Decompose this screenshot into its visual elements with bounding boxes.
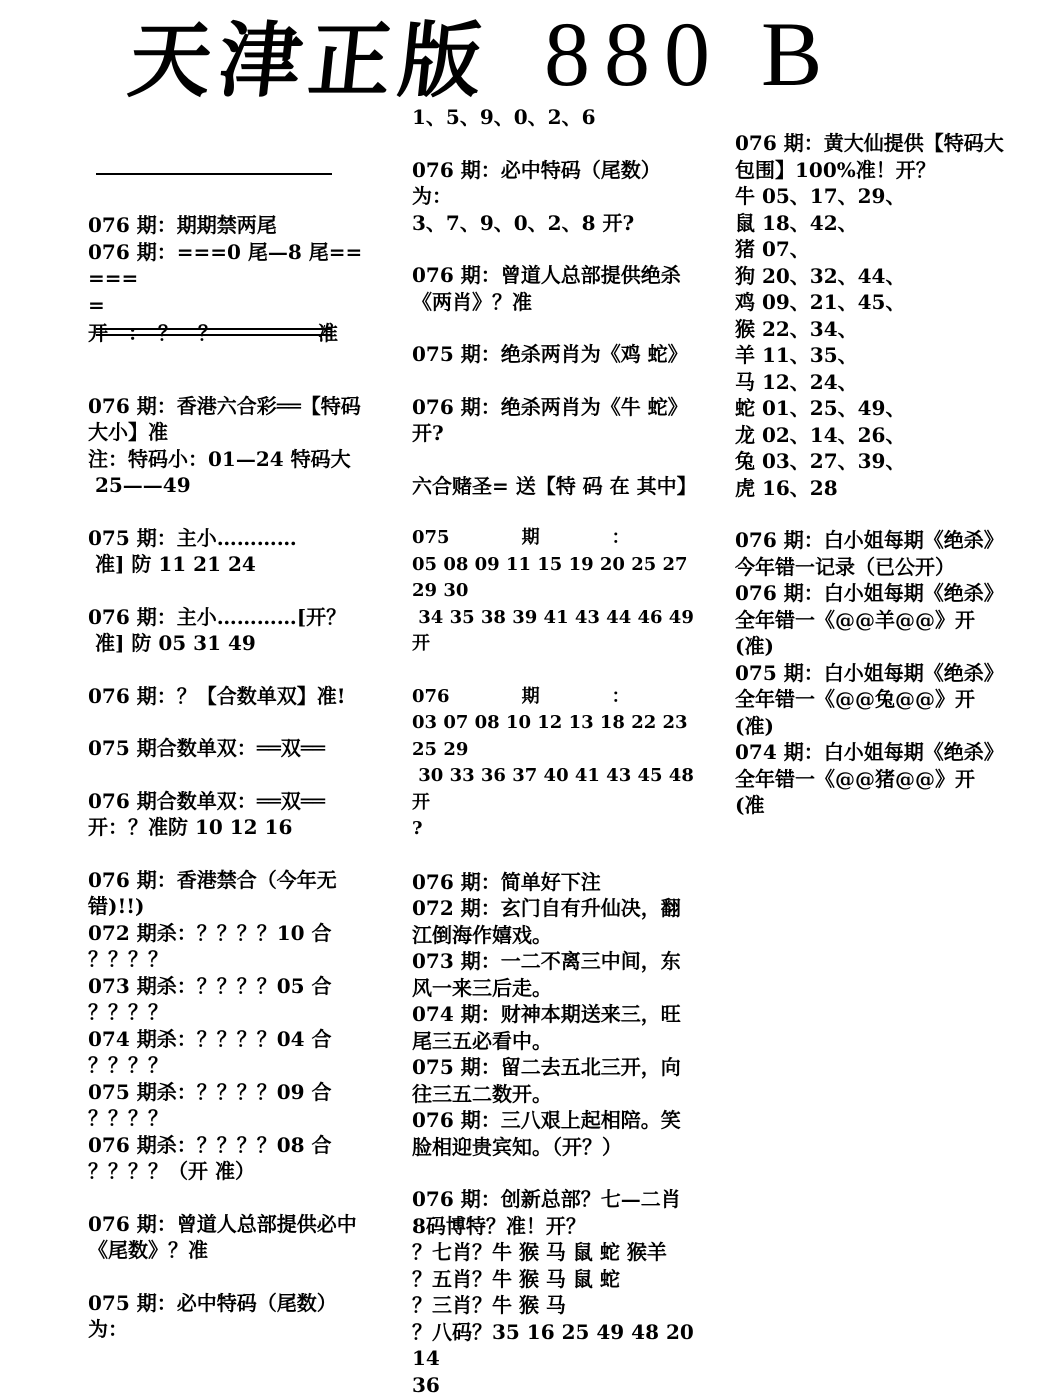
- text-block: 076 期：创新总部？七—二肖 8码博特？准！开？ ？七肖？牛 猴 马 鼠 蛇 猴羊 ？五肖？牛 猴 马 鼠 蛇 ？三肖？牛 猴 马 ？八码？35 16 25 49 48 20 14 36: [412, 1187, 694, 1397]
- text-block: 076 期：===0 尾—8 尾===== =: [88, 239, 363, 317]
- text-block: 076 期：香港禁合（今年无错)!!) 072 期杀：？？？？10 合 ？？？？ 073 期杀：？？？？05 合 ？？？？ 074 期杀：？？？？04 合 ？？？？ 075 期杀：？？？？09 合 ？？？？ 076 期杀：？？？？08 合 ？？？？（开 准）: [88, 867, 337, 1183]
- text-block: 076 期：曾道人总部提供绝杀《两肖》？准: [412, 263, 681, 314]
- text-block: 075 期：必中特码（尾数）为：: [88, 1290, 337, 1341]
- text-block: 076 期：香港六合彩══【特码大小】准 注：特码小：01—24 特码大 25——49: [88, 393, 361, 497]
- text-block: 076 期 ： 03 07 08 10 12 13 18 22 23 25 29 30 33 36 37 40 41 43 45 48 开 ?: [412, 685, 694, 839]
- text-block: 075 期合数单双：══双══: [88, 736, 325, 760]
- title-chinese: 天津正版: [124, 13, 495, 109]
- text-block: 075 期 ： 05 08 09 11 15 19 20 25 27 29 30 34 35 38 39 41 43 44 46 49 开: [412, 527, 694, 654]
- text-block: 076 期：曾道人总部提供必中《尾数》？准: [88, 1211, 357, 1262]
- text-block: 开 ： ？ ？ 准: [88, 321, 338, 345]
- title-code: 880 B: [544, 3, 837, 105]
- text-block: 076 期：？【合数单双】准!: [88, 683, 346, 708]
- text-block: 076 期合数单双：══双══ 开：？准防 10 12 16: [88, 788, 325, 839]
- text-block: 076 期：主小…………[开？ 准] 防 05 31 49: [88, 604, 347, 655]
- text-block: 六合赌圣= 送【特 码 在 其中】: [412, 473, 697, 498]
- text-block: 076 期：白小姐每期《绝杀》今年错一记录（已公开） 076 期：白小姐每期《绝杀》全年错一《@@羊@@》开 (准) 075 期：白小姐每期《绝杀》全年错一《@@兔@@》开 (准) 074 期：白小姐每期《绝杀》全年错一《@@猪@@》开 (准: [735, 528, 1004, 817]
- text-block: 075 期：主小………… 准] 防 11 21 24: [88, 525, 297, 576]
- text-block: 075 期：绝杀两肖为《鸡 蛇》: [412, 342, 688, 366]
- text-block: 076 期：期期禁两尾: [88, 213, 277, 237]
- text-block: 076 期：绝杀两肖为《牛 蛇》 开?: [412, 394, 688, 445]
- text-block: 076 期：必中特码（尾数）为： 3、7、9、0、2、8 开?: [412, 157, 661, 235]
- right-column: [735, 0, 1017, 819]
- left-column: [88, 0, 370, 1343]
- middle-column: [412, 0, 697, 1398]
- text-block: 076 期：黄大仙提供【特码大包围】100%准！开？ 牛 05、17、29、 鼠 18、42、 猪 07、 狗 20、32、44、 鸡 09、21、45、 猴 22、34、 羊 11、35、 马 12、24、 蛇 01、25、49、 龙 02、14、26、 兔 03、27、39、 虎 16、28: [735, 131, 1004, 500]
- text-block: 076 期：简单好下注 072 期：玄门自有升仙决，翻江倒海作嬉戏。 073 期：一二不离三中间，东风一来三后走。 074 期：财神本期送来三，旺尾三五必看中。 075 期：留二去五北三开，向往三五二数开。 076 期：三八艰上起相陪。笑脸相迎贵宾知。（开？）: [412, 869, 681, 1159]
- text-block: 1、5、9、0、2、6: [412, 105, 596, 129]
